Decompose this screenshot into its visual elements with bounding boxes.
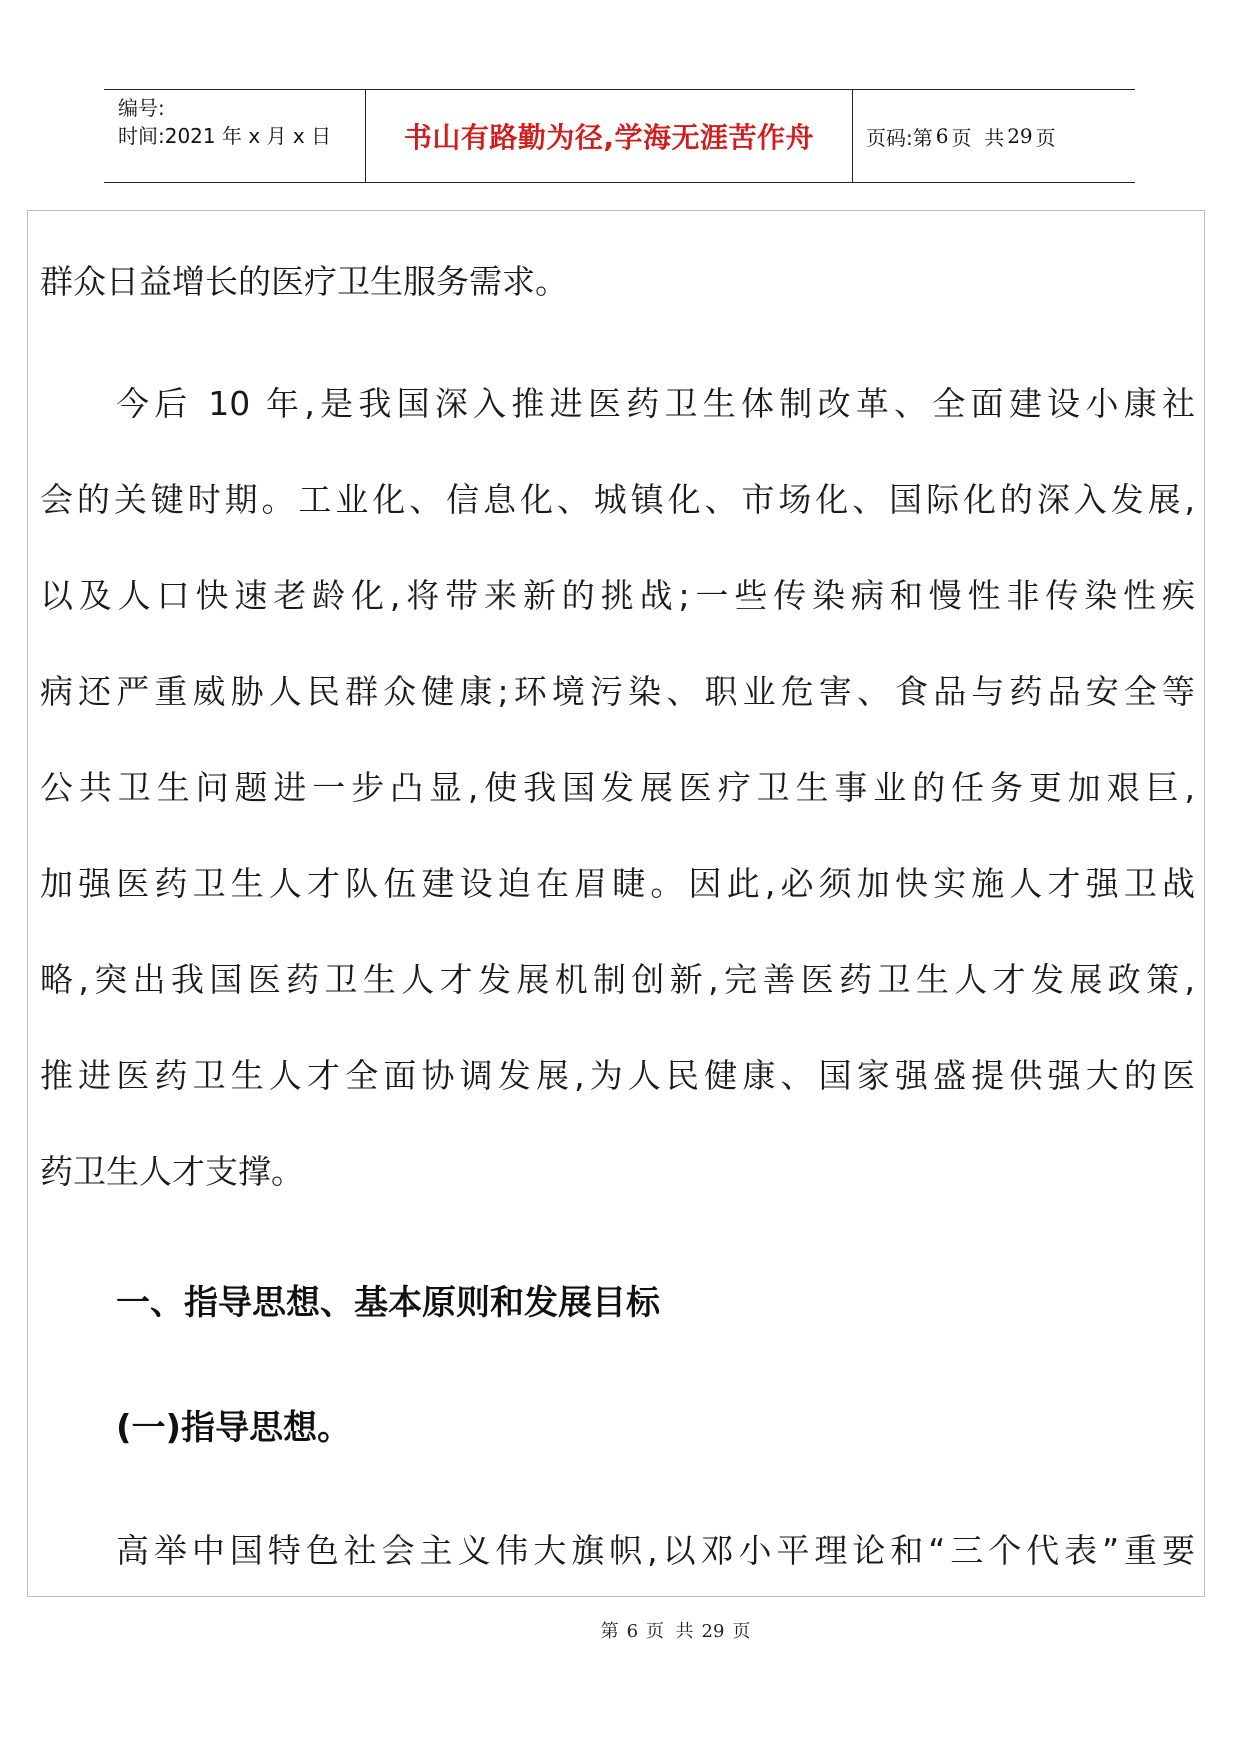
text-line: 略,突出我国医药卫生人才发展机制创新,完善医药卫生人才发展政策, bbox=[40, 960, 1195, 999]
footer-suffix: 页 bbox=[732, 1621, 751, 1642]
text-line: 药卫生人才支撑。 bbox=[40, 1152, 304, 1191]
document-time-label: 时间:2021 年 x 月 x 日 bbox=[118, 124, 332, 148]
document-number-label: 编号: bbox=[118, 96, 165, 120]
text-line: 公共卫生问题进一步凸显,使我国发展医疗卫生事业的任务更加艰巨, bbox=[40, 768, 1195, 807]
page-header bbox=[104, 89, 1135, 183]
page-total: 29 bbox=[1007, 124, 1033, 148]
subsection-heading: (一)指导思想。 bbox=[116, 1408, 352, 1448]
text-line: 高举中国特色社会主义伟大旗帜,以邓小平理论和“三个代表”重要 bbox=[116, 1531, 1195, 1570]
footer-prefix: 第 bbox=[600, 1621, 619, 1642]
page-footer bbox=[0, 1617, 1241, 1643]
text-line: 病还严重威胁人民群众健康;环境污染、职业危害、食品与药品安全等 bbox=[40, 672, 1195, 711]
text-line: 加强医药卫生人才队伍建设迫在眉睫。因此,必须加快实施人才强卫战 bbox=[40, 864, 1195, 903]
footer-total: 29 bbox=[701, 1621, 725, 1642]
page-mid: 页 共 bbox=[951, 125, 1005, 150]
text-line: 以及人口快速老龄化,将带来新的挑战;一些传染病和慢性非传染性疾 bbox=[40, 576, 1195, 615]
text-line: 推进医药卫生人才全面协调发展,为人民健康、国家强盛提供强大的医 bbox=[40, 1056, 1195, 1095]
page-current: 6 bbox=[935, 124, 949, 148]
text-line: 今后 10 年,是我国深入推进医药卫生体制改革、全面建设小康社 bbox=[116, 384, 1195, 423]
page-prefix: 页码:第 bbox=[866, 125, 933, 150]
section-heading: 一、指导思想、基本原则和发展目标 bbox=[116, 1283, 660, 1323]
page-suffix: 页 bbox=[1035, 125, 1056, 150]
header-motto: 书山有路勤为径,学海无涯苦作舟 bbox=[403, 121, 815, 154]
header-divider bbox=[852, 90, 853, 182]
text-line: 群众日益增长的医疗卫生服务需求。 bbox=[40, 262, 568, 301]
header-meta bbox=[118, 94, 331, 150]
text-line: 会的关键时期。工业化、信息化、城镇化、市场化、国际化的深入发展, bbox=[40, 480, 1195, 519]
header-page-indicator bbox=[866, 90, 1056, 182]
footer-current: 6 bbox=[626, 1621, 639, 1642]
footer-mid: 页 共 bbox=[646, 1621, 694, 1642]
